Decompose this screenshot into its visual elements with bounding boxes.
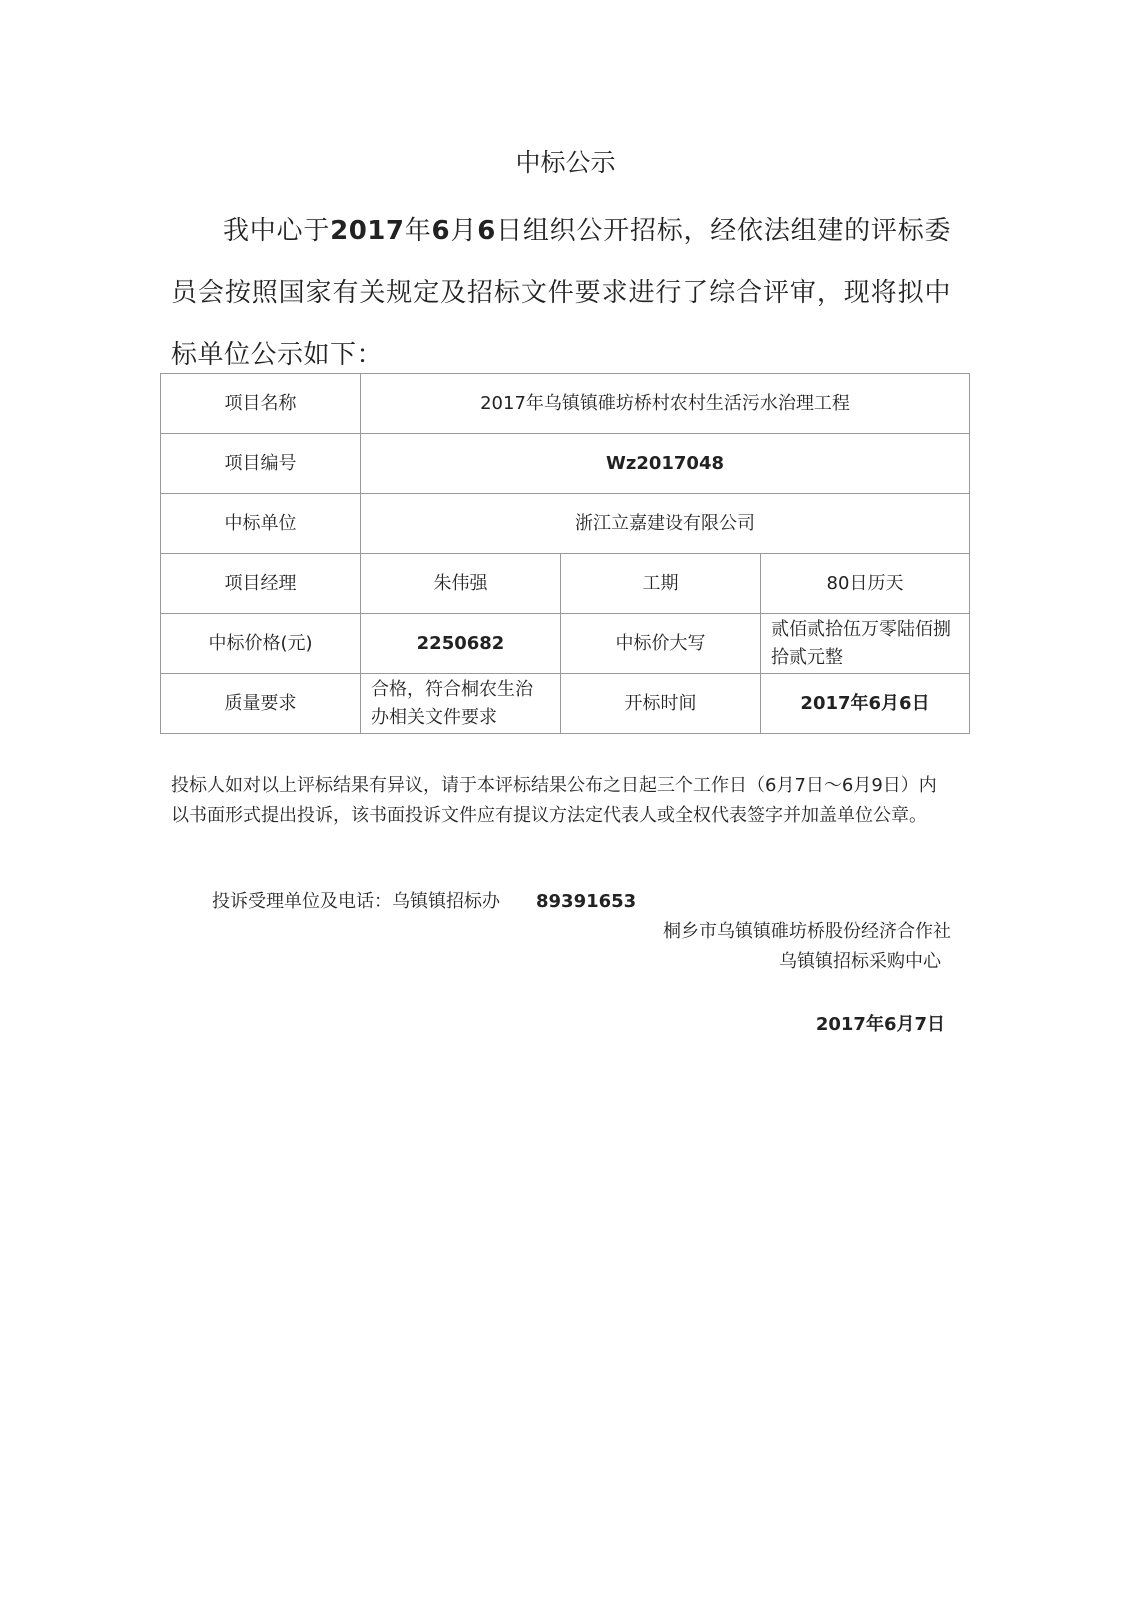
intro-year: 2017 <box>330 216 405 246</box>
project-name-value: 2017年乌镇镇碓坊桥村农村生活污水治理工程 <box>361 374 970 434</box>
intro-text-4: 日组织公开招标，经依法组建的评标委员会按照国家有关规定及招标文件要求进行了综合评审，现将拟中标单位公示如下： <box>171 216 951 370</box>
intro-day: 6 <box>477 216 496 246</box>
complaint-contact <box>212 887 636 917</box>
duration-label: 工期 <box>561 554 761 614</box>
manager-label: 项目经理 <box>161 554 361 614</box>
intro-month: 6 <box>431 216 451 246</box>
quality-value: 合格，符合桐农生治办相关文件要求 <box>361 674 561 734</box>
duration-value: 80日历天 <box>761 554 970 614</box>
project-no-label: 项目编号 <box>161 434 361 494</box>
table-row <box>161 674 970 734</box>
table-row <box>161 494 970 554</box>
intro-paragraph <box>171 200 951 386</box>
project-no-value: Wz2017048 <box>361 434 970 494</box>
issue-date: 2017年6月7日 <box>815 1014 945 1035</box>
intro-text-3: 月 <box>450 216 478 246</box>
winner-label: 中标单位 <box>161 494 361 554</box>
quality-label: 质量要求 <box>161 674 361 734</box>
open-time-value: 2017年6月6日 <box>761 674 970 734</box>
issuer-line-1: 桐乡市乌镇镇碓坊桥股份经济合作社 <box>663 921 951 942</box>
table-row <box>161 554 970 614</box>
page-title: 中标公示 <box>515 148 616 177</box>
complaint-contact-label: 投诉受理单位及电话：乌镇镇招标办 <box>212 891 500 912</box>
table-row <box>161 614 970 674</box>
price-value: 2250682 <box>361 614 561 674</box>
complaint-phone: 89391653 <box>536 891 637 912</box>
issuer-line-2: 乌镇镇招标采购中心 <box>779 951 941 972</box>
objection-notice: 投标人如对以上评标结果有异议，请于本评标结果公布之日起三个工作日（6月7日～6月9日）内以书面形式提出投诉，该书面投诉文件应有提议方法定代表人或全权代表签字并加盖单位公章。 <box>171 775 937 826</box>
intro-text-1: 我中心于 <box>223 216 331 246</box>
open-time-label: 开标时间 <box>561 674 761 734</box>
price-label: 中标价格(元) <box>161 614 361 674</box>
price-words-value: 贰佰贰拾伍万零陆佰捌拾贰元整 <box>761 614 970 674</box>
table-row <box>161 374 970 434</box>
manager-value: 朱伟强 <box>361 554 561 614</box>
price-words-label: 中标价大写 <box>561 614 761 674</box>
award-table <box>160 373 970 734</box>
project-name-label: 项目名称 <box>161 374 361 434</box>
intro-text-2: 年 <box>404 216 432 246</box>
table-row <box>161 434 970 494</box>
winner-value: 浙江立嘉建设有限公司 <box>361 494 970 554</box>
